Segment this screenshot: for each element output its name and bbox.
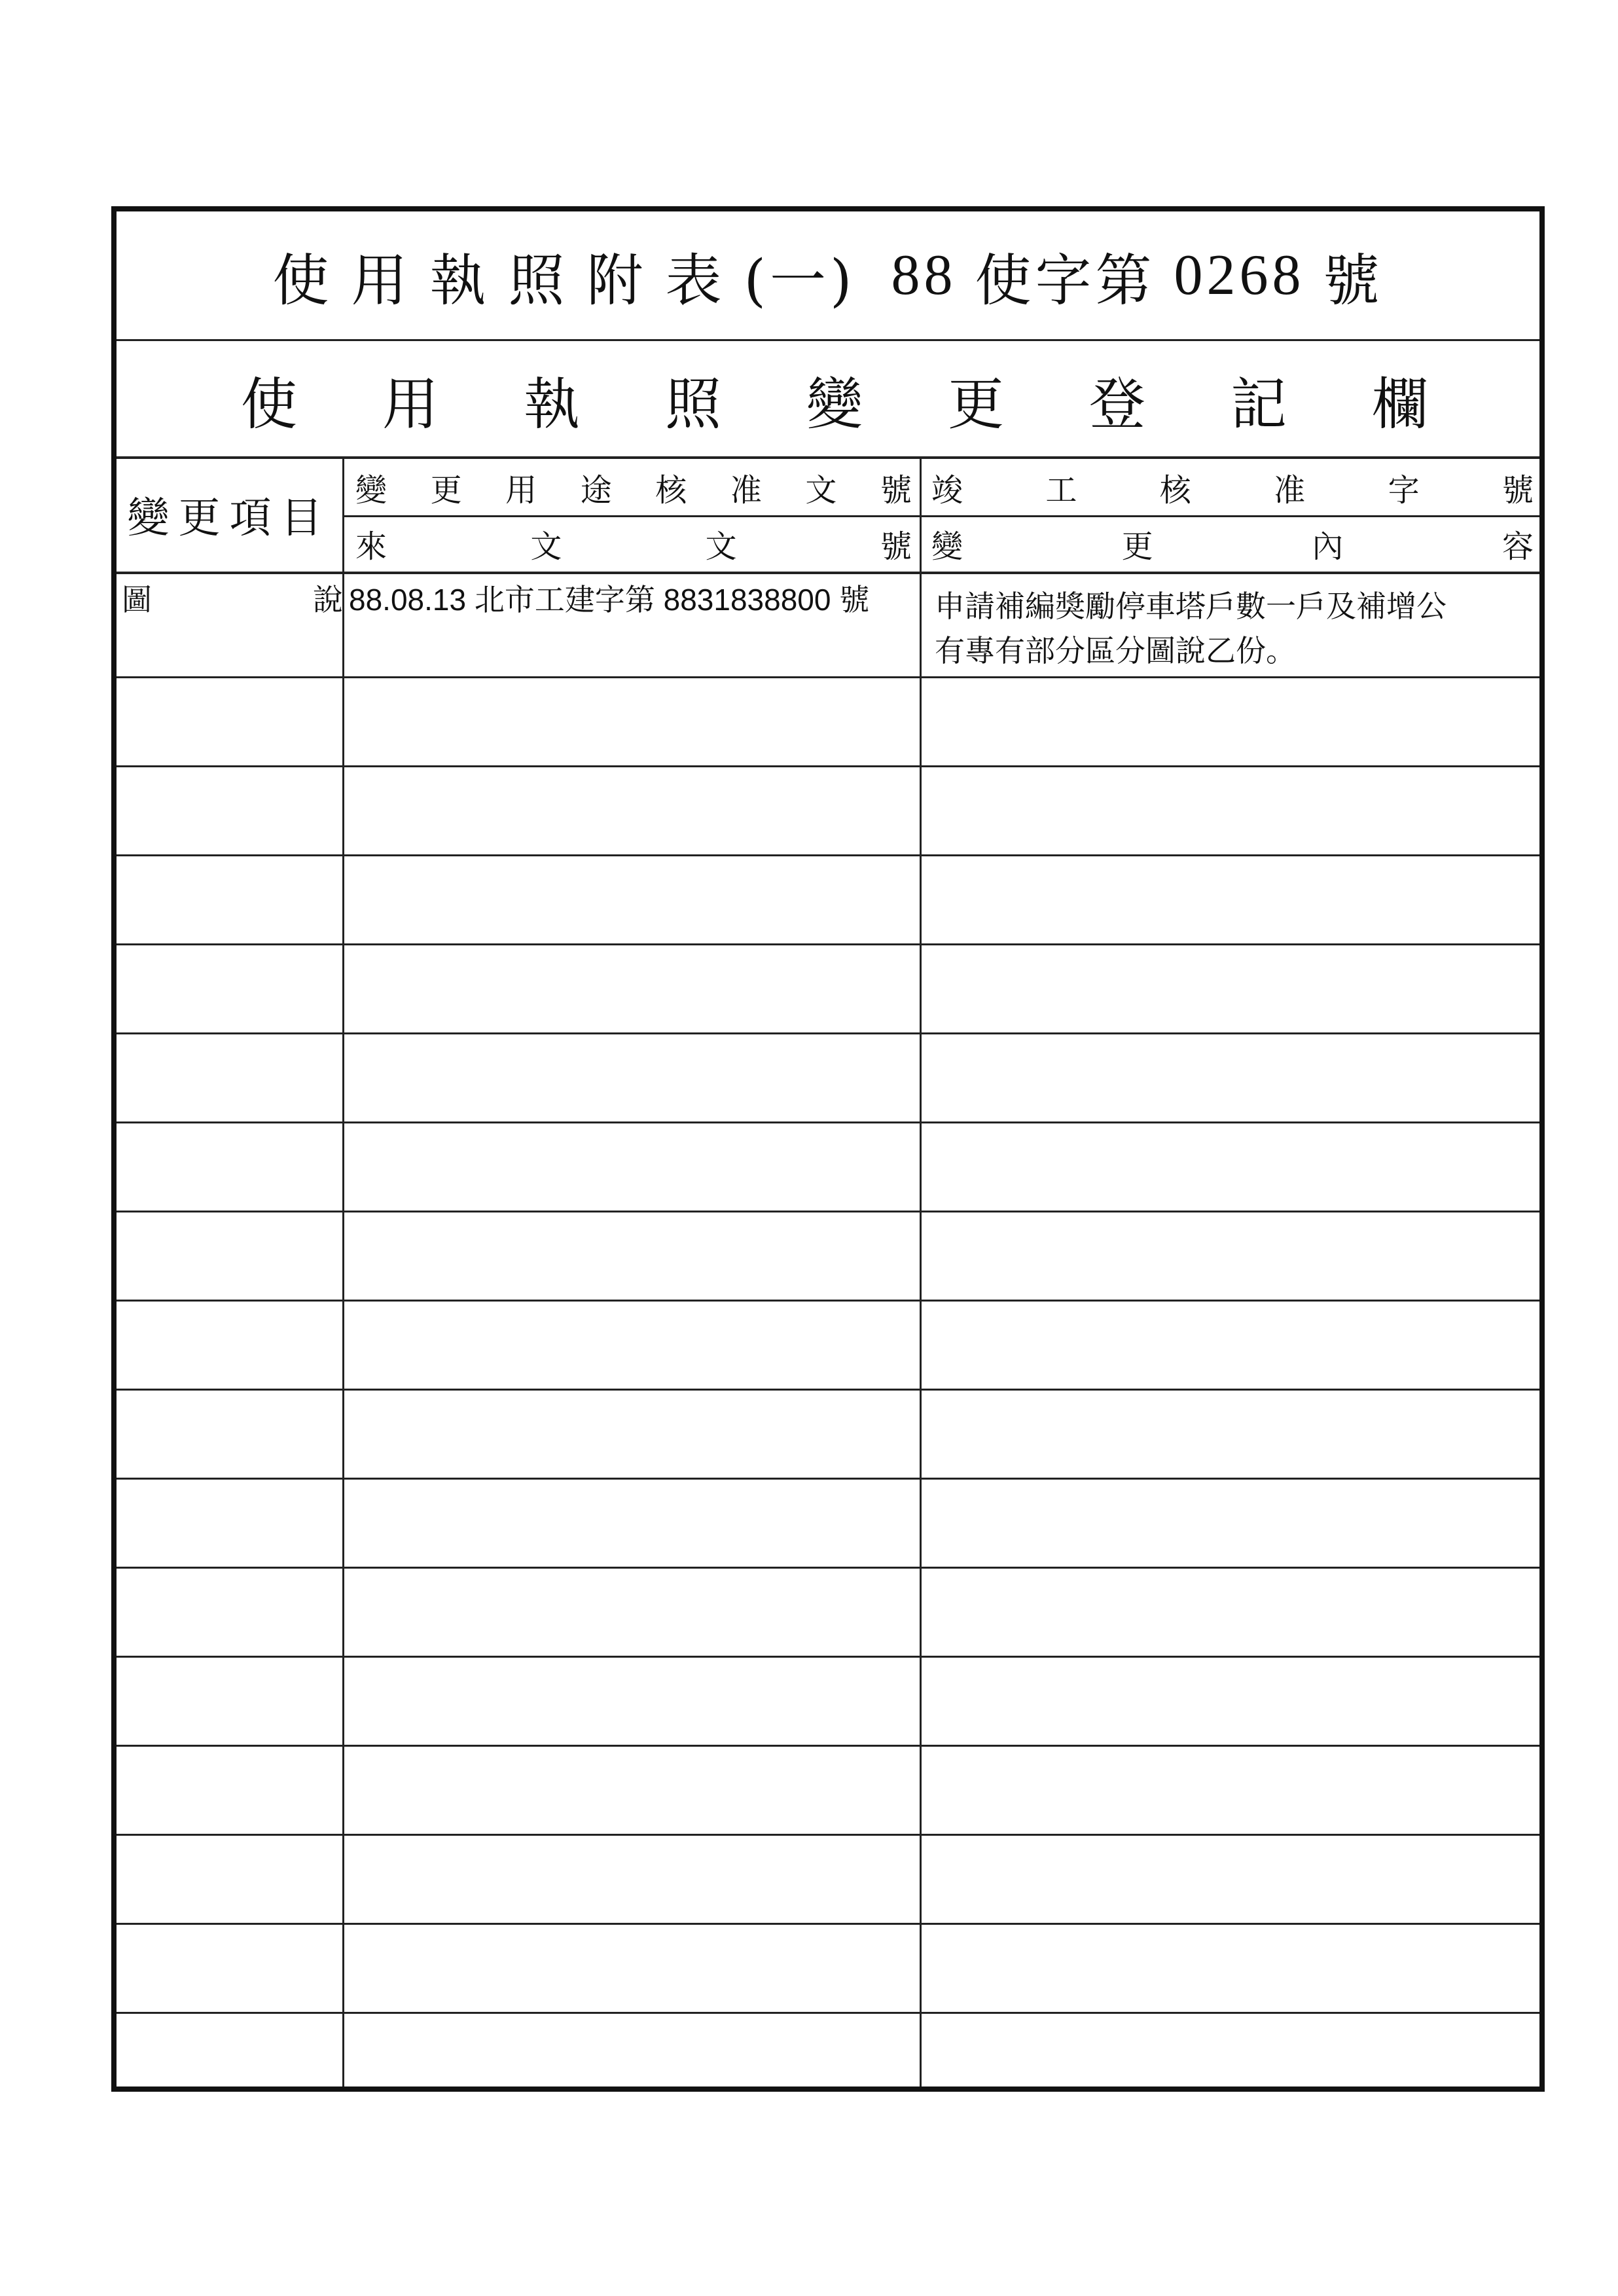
column-line [920, 456, 922, 2086]
header-char: 字 [1388, 471, 1420, 509]
header-char: 更 [430, 471, 462, 509]
row-line [117, 1923, 1539, 1925]
header-char: 准 [1274, 471, 1306, 509]
header-char: 號 [1501, 471, 1534, 509]
row-line [117, 676, 1539, 678]
title-word: 表 [665, 247, 726, 314]
license-form-table [111, 206, 1545, 2092]
subtitle-char: 使 [241, 371, 297, 437]
header-char: 工 [1045, 471, 1077, 509]
title-word: 用 [351, 247, 412, 314]
row-doc-number: 88.08.13 北市工建字第 8831838800 號 [349, 583, 870, 617]
header-char: 竣 [931, 471, 963, 509]
row-line [117, 1567, 1539, 1569]
form-subtitle [117, 342, 1539, 456]
header-char: 號 [880, 528, 912, 565]
subtitle-char: 照 [665, 371, 721, 437]
row-line [117, 1745, 1539, 1747]
row-line [117, 854, 1539, 856]
header-char: 用 [505, 471, 537, 509]
row-line [117, 1300, 1539, 1302]
row-line [117, 1656, 1539, 1658]
title-word: 使 [272, 247, 333, 314]
row-line [117, 1478, 1539, 1480]
row-item-right: 說 [313, 582, 343, 617]
header-char: 核 [1159, 471, 1191, 509]
subtitle-char: 記 [1231, 371, 1287, 437]
title-code: 0268 [1174, 244, 1305, 307]
incoming-doc-header [349, 517, 918, 570]
completion-approval-header [925, 459, 1540, 515]
row-content-line1: 申請補編獎勵停車塔戶數一戶及補增公 [935, 589, 1447, 624]
subtitle-char: 欄 [1372, 371, 1428, 437]
title-word: 附 [586, 247, 647, 314]
approval-doc-header [349, 459, 918, 515]
header-char: 更 [1121, 528, 1153, 565]
divider [117, 572, 1539, 574]
divider [342, 515, 1539, 517]
title-word: (一) [744, 247, 856, 314]
title-mid: 使字第 [975, 247, 1156, 314]
header-char: 文 [530, 528, 562, 565]
row-line [117, 1211, 1539, 1212]
subtitle-char: 用 [382, 371, 439, 437]
subtitle-char: 登 [1089, 371, 1145, 437]
header-char: 途 [580, 471, 612, 509]
header-char: 變 [931, 528, 963, 565]
divider [117, 339, 1539, 341]
row-item-left: 圖 [122, 582, 152, 617]
change-content-header [925, 517, 1540, 570]
row-line [117, 2012, 1539, 2014]
header-char: 文 [705, 528, 737, 565]
row-content-line2: 有專有部分區分圖說乙份。 [935, 633, 1296, 668]
row-line [117, 1389, 1539, 1391]
header-char: 容 [1501, 528, 1534, 565]
title-word: 執 [429, 247, 490, 314]
form-title [117, 211, 1539, 339]
subtitle-char: 更 [948, 371, 1004, 437]
header-char: 來 [355, 528, 387, 565]
title-number: 88 [891, 244, 957, 307]
header-char: 號 [880, 471, 912, 509]
header-char: 核 [655, 471, 687, 509]
row-line [117, 1032, 1539, 1034]
header-char: 准 [730, 471, 762, 509]
column-line [342, 456, 344, 2086]
row-line [117, 765, 1539, 767]
row-line [117, 1834, 1539, 1836]
change-item-header: 變更項目 [127, 494, 332, 543]
header-char: 內 [1312, 528, 1344, 565]
subtitle-char: 變 [806, 371, 863, 437]
subtitle-char: 執 [524, 371, 580, 437]
title-word: 照 [508, 247, 569, 314]
header-char: 變 [355, 471, 387, 509]
row-line [117, 1121, 1539, 1123]
row-line [117, 943, 1539, 945]
header-char: 文 [805, 471, 837, 509]
title-end: 號 [1323, 247, 1384, 314]
